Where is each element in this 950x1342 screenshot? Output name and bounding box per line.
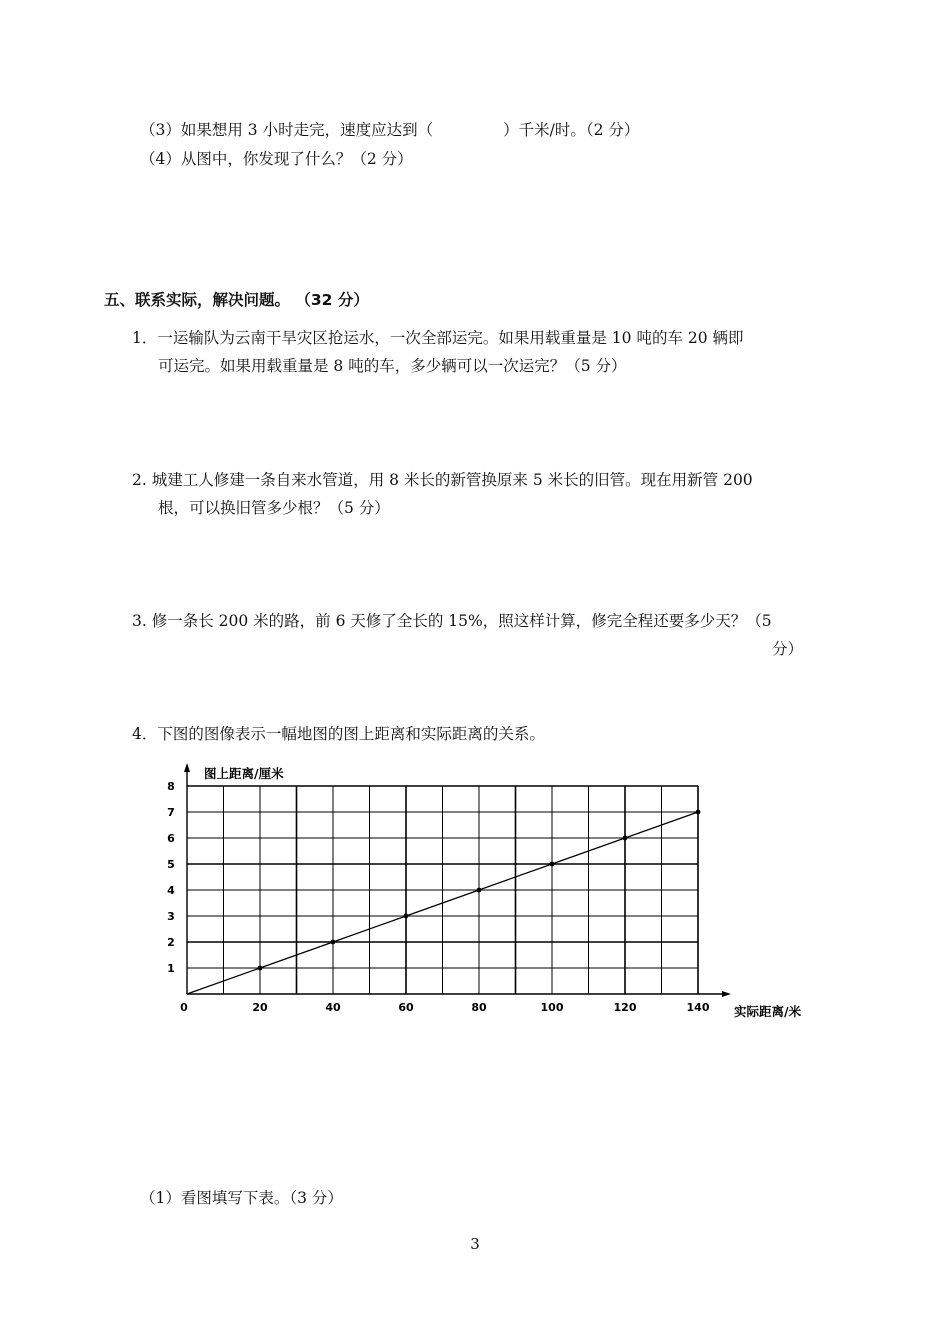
data-point <box>623 836 628 841</box>
y-tick-label: 7 <box>167 806 175 819</box>
distance-chart-svg <box>150 758 850 1028</box>
y-tick-label: 4 <box>167 884 175 897</box>
sub-question-1: （1）看图填写下表。（3 分） <box>140 1189 343 1207</box>
problem-2-line-2: 根，可以换旧管多少根？（5 分） <box>158 499 390 517</box>
data-point <box>404 914 409 919</box>
problem-2-line-1: 2. 城建工人修建一条自来水管道，用 8 米长的新管换原来 5 米长的旧管。现在用新管 200 <box>132 471 753 489</box>
x-tick-label: 80 <box>471 1001 487 1014</box>
y-tick-label: 3 <box>167 910 175 923</box>
distance-chart <box>150 758 850 1028</box>
question-3-suffix: ）千米/时。（2 分） <box>503 121 640 139</box>
y-tick-label: 8 <box>167 780 175 793</box>
section-title: 五、联系实际，解决问题。 （32 分） <box>104 291 369 309</box>
x-tick-label: 20 <box>252 1001 268 1014</box>
y-tick-label: 6 <box>167 832 175 845</box>
x-tick-label: 120 <box>613 1001 637 1014</box>
y-axis-label: 图上距离/厘米 <box>204 766 284 781</box>
problem-3-line-2: 分） <box>772 640 804 658</box>
problem-4-line-1: 4．下图的图像表示一幅地图的图上距离和实际距离的关系。 <box>132 725 545 743</box>
x-tick-label: 140 <box>686 1001 710 1014</box>
y-tick-label: 5 <box>167 858 175 871</box>
x-tick-label: 60 <box>398 1001 414 1014</box>
x-tick-label: 0 <box>180 1001 188 1014</box>
question-3-prefix: （3）如果想用 3 小时走完，速度应达到（ <box>140 121 434 139</box>
problem-1-line-2: 可运完。如果用载重量是 8 吨的车，多少辆可以一次运完？（5 分） <box>158 357 627 375</box>
x-axis-label: 实际距离/米 <box>734 1004 802 1019</box>
data-point <box>550 862 555 867</box>
question-4: （4）从图中，你发现了什么？（2 分） <box>140 150 413 168</box>
question-3 <box>140 120 639 140</box>
x-tick-label: 40 <box>325 1001 341 1014</box>
y-axis-arrow <box>184 763 190 772</box>
data-point <box>696 810 701 815</box>
problem-1-line-1: 1．一运输队为云南干旱灾区抢运水，一次全部运完。如果用载重量是 10 吨的车 20 辆即 <box>132 329 744 347</box>
data-point <box>331 940 336 945</box>
page-number: 3 <box>470 1235 480 1253</box>
y-tick-label: 2 <box>167 936 175 949</box>
x-tick-label: 100 <box>540 1001 564 1014</box>
x-axis-arrow <box>722 991 731 997</box>
data-point <box>258 966 263 971</box>
y-tick-label: 1 <box>167 962 175 975</box>
data-point <box>477 888 482 893</box>
problem-3-line-1: 3. 修一条长 200 米的路，前 6 天修了全长的 15%，照这样计算，修完全程还要多少天？（5 <box>132 612 772 630</box>
